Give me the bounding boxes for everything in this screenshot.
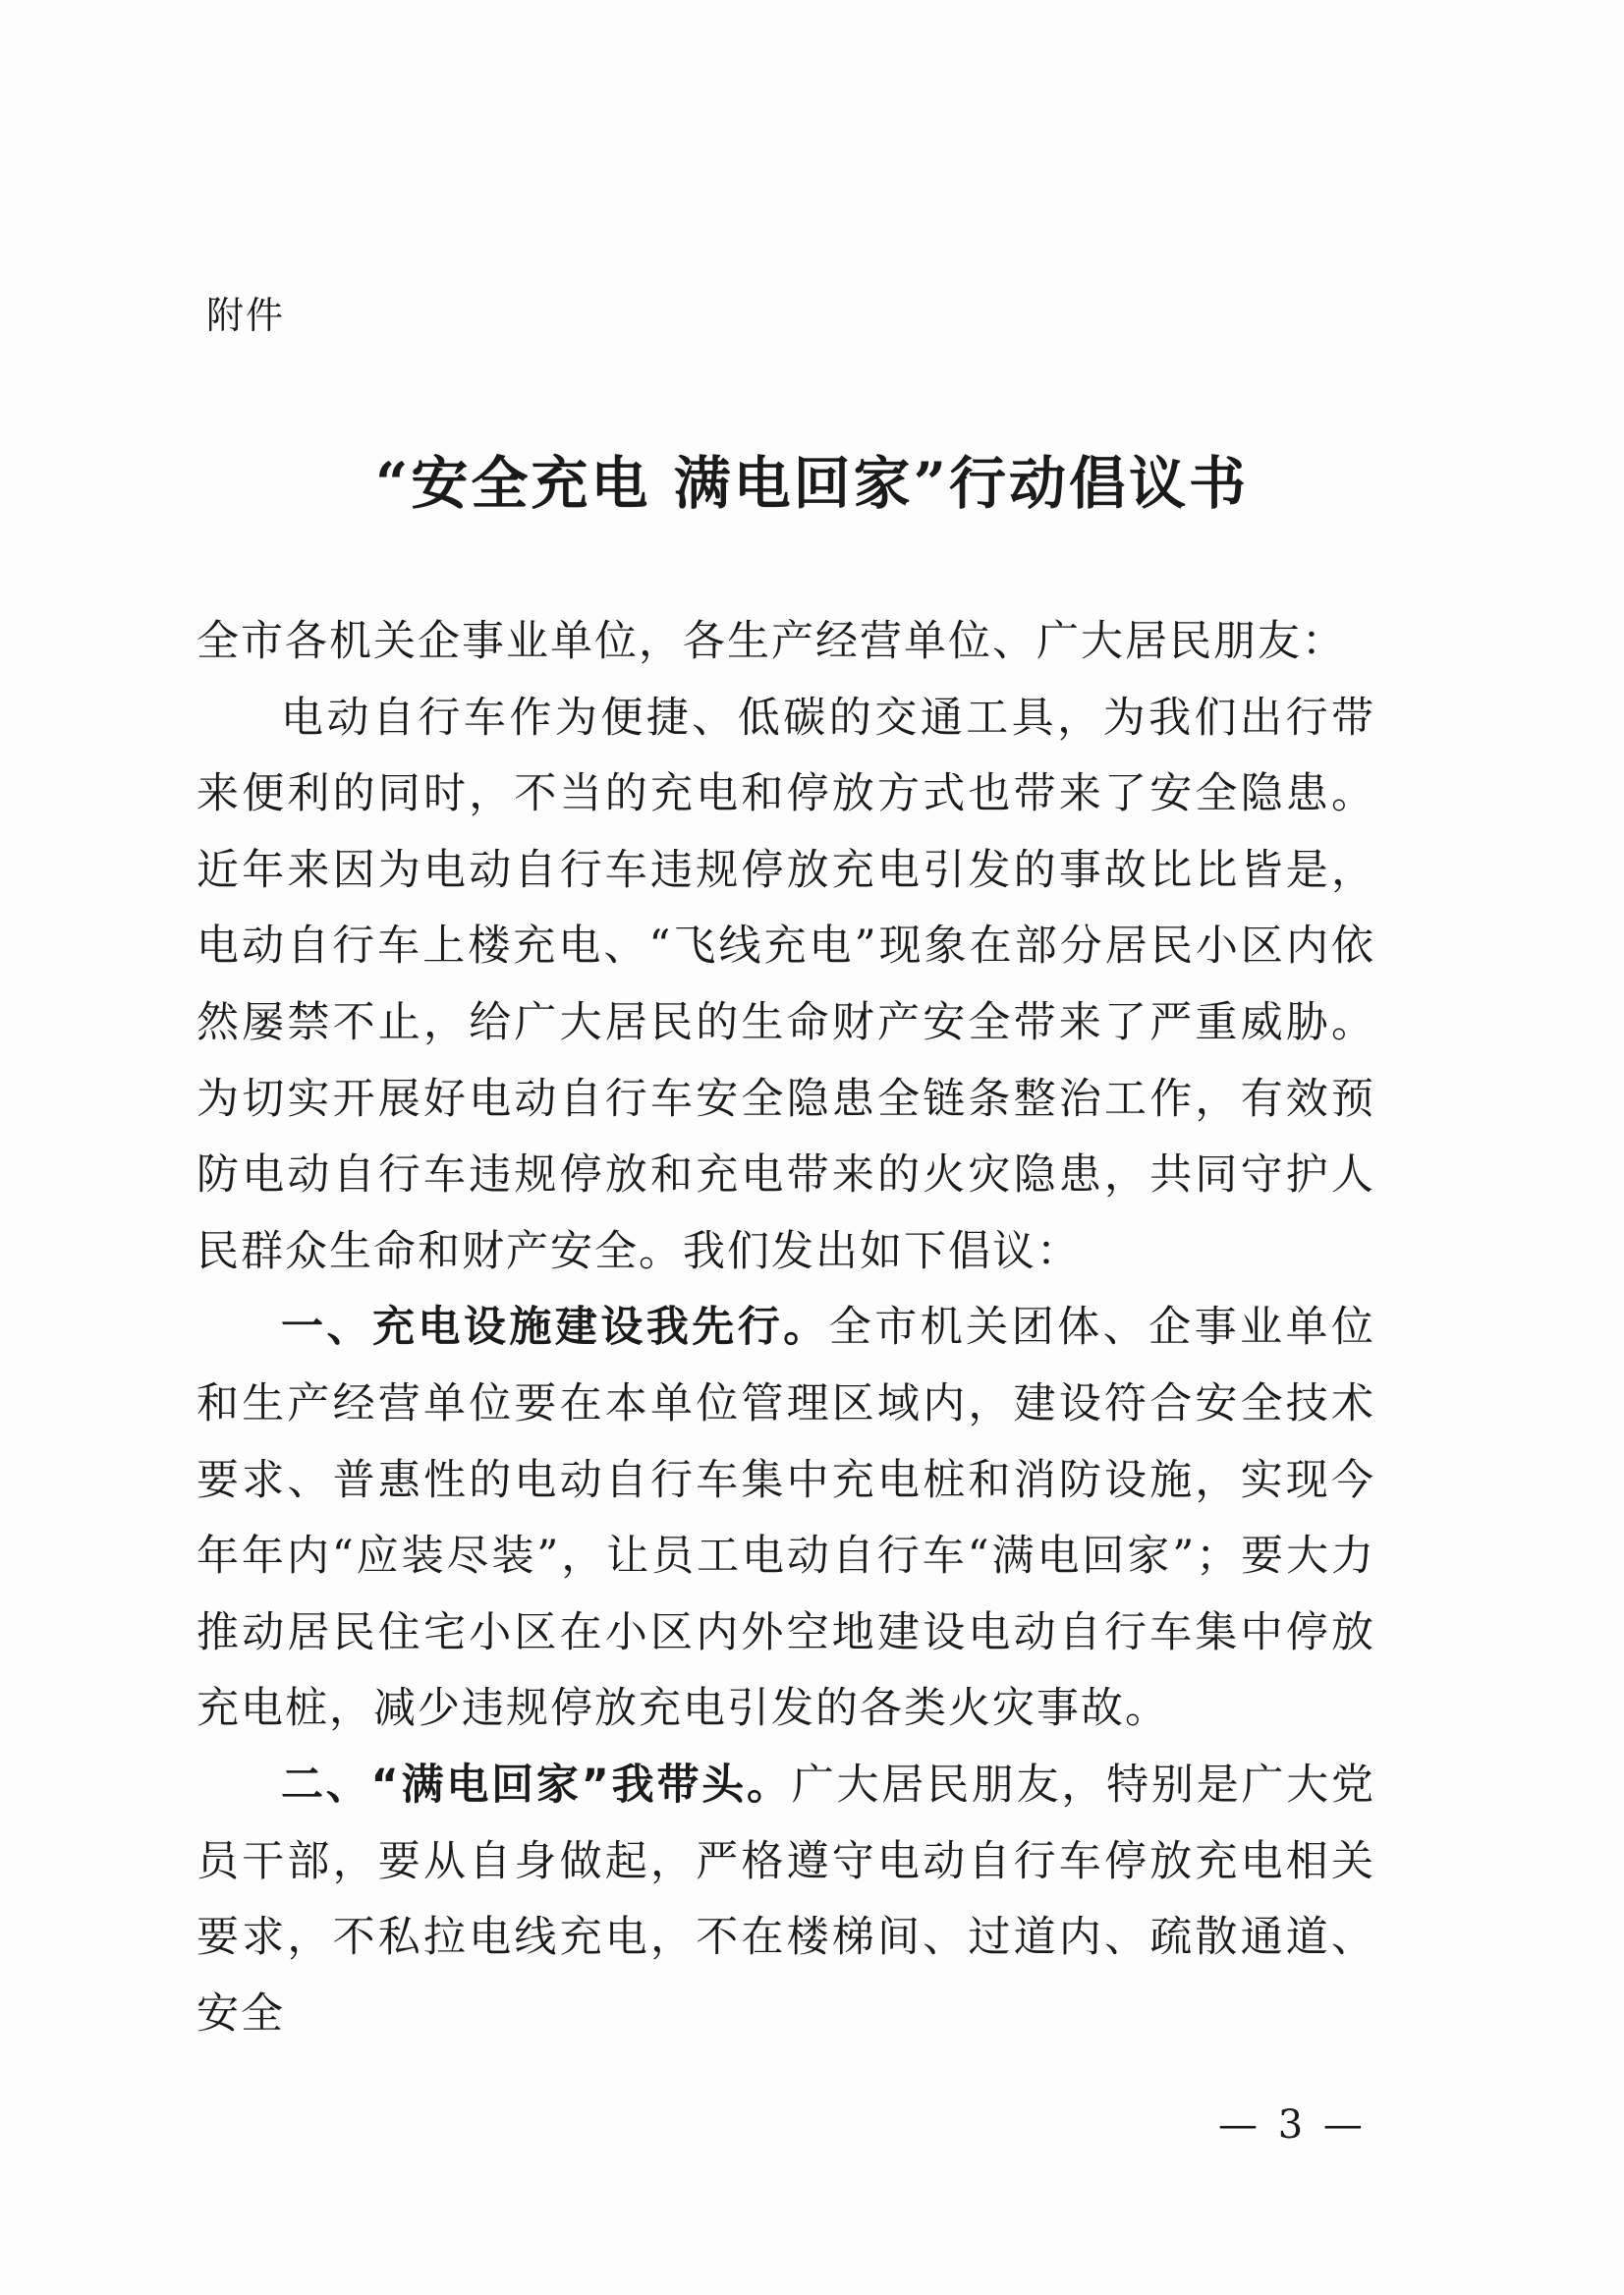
document-title: “安全充电 满电回家”行动倡议书 [375, 450, 1249, 517]
intro-paragraph: 电动自行车作为便捷、低碳的交通工具，为我们出行带来便利的同时，不当的充电和停放方式也带来了安全隐患。近年来因为电动自行车违规停放充电引发的事故比比皆是，电动自行车上楼充电、“飞线充电”现象在部分居民小区内依然屡禁不止，给广大居民的生命财产安全带来了严重威胁。为切实开展好电动自行车安全隐患全链条整治工作，有效预防电动自行车违规停放和充电带来的火灾隐患，共同守护人民群众生命和财产安全。我们发出如下倡议： [196, 693, 1375, 1276]
attachment-label: 附件 [206, 294, 286, 337]
proposal-item-1-text: 全市机关团体、企事业单位和生产经营单位要在本单位管理区域内，建设符合安全技术要求、普惠性的电动自行车集中充电桩和消防设施，实现今年年内“应装尽装”，让员工电动自行车“满电回家”；要大力推动居民住宅小区在小区内外空地建设电动自行车集中停放充电桩，减少违规停放充电引发的各类火灾事故。 [196, 1303, 1376, 1734]
proposal-item-2-text: 广大居民朋友，特别是广大党员干部，要从自身做起，严格遵守电动自行车停放充电相关要求，不私拉电线充电，不在楼梯间、过道内、疏散通道、安全 [196, 1760, 1375, 2039]
proposal-item-2 [196, 1748, 1375, 2052]
document-body [196, 604, 1375, 2052]
page-number: — 3 — [1218, 2102, 1367, 2148]
salutation: 全市各机关企事业单位，各生产经营单位、广大居民朋友： [196, 617, 1346, 666]
proposal-item-1-heading: 一、充电设施建设我先行。 [281, 1303, 829, 1353]
proposal-item-2-heading: 二、“满电回家”我带头。 [281, 1760, 792, 1810]
proposal-item-1 [196, 1290, 1375, 1748]
